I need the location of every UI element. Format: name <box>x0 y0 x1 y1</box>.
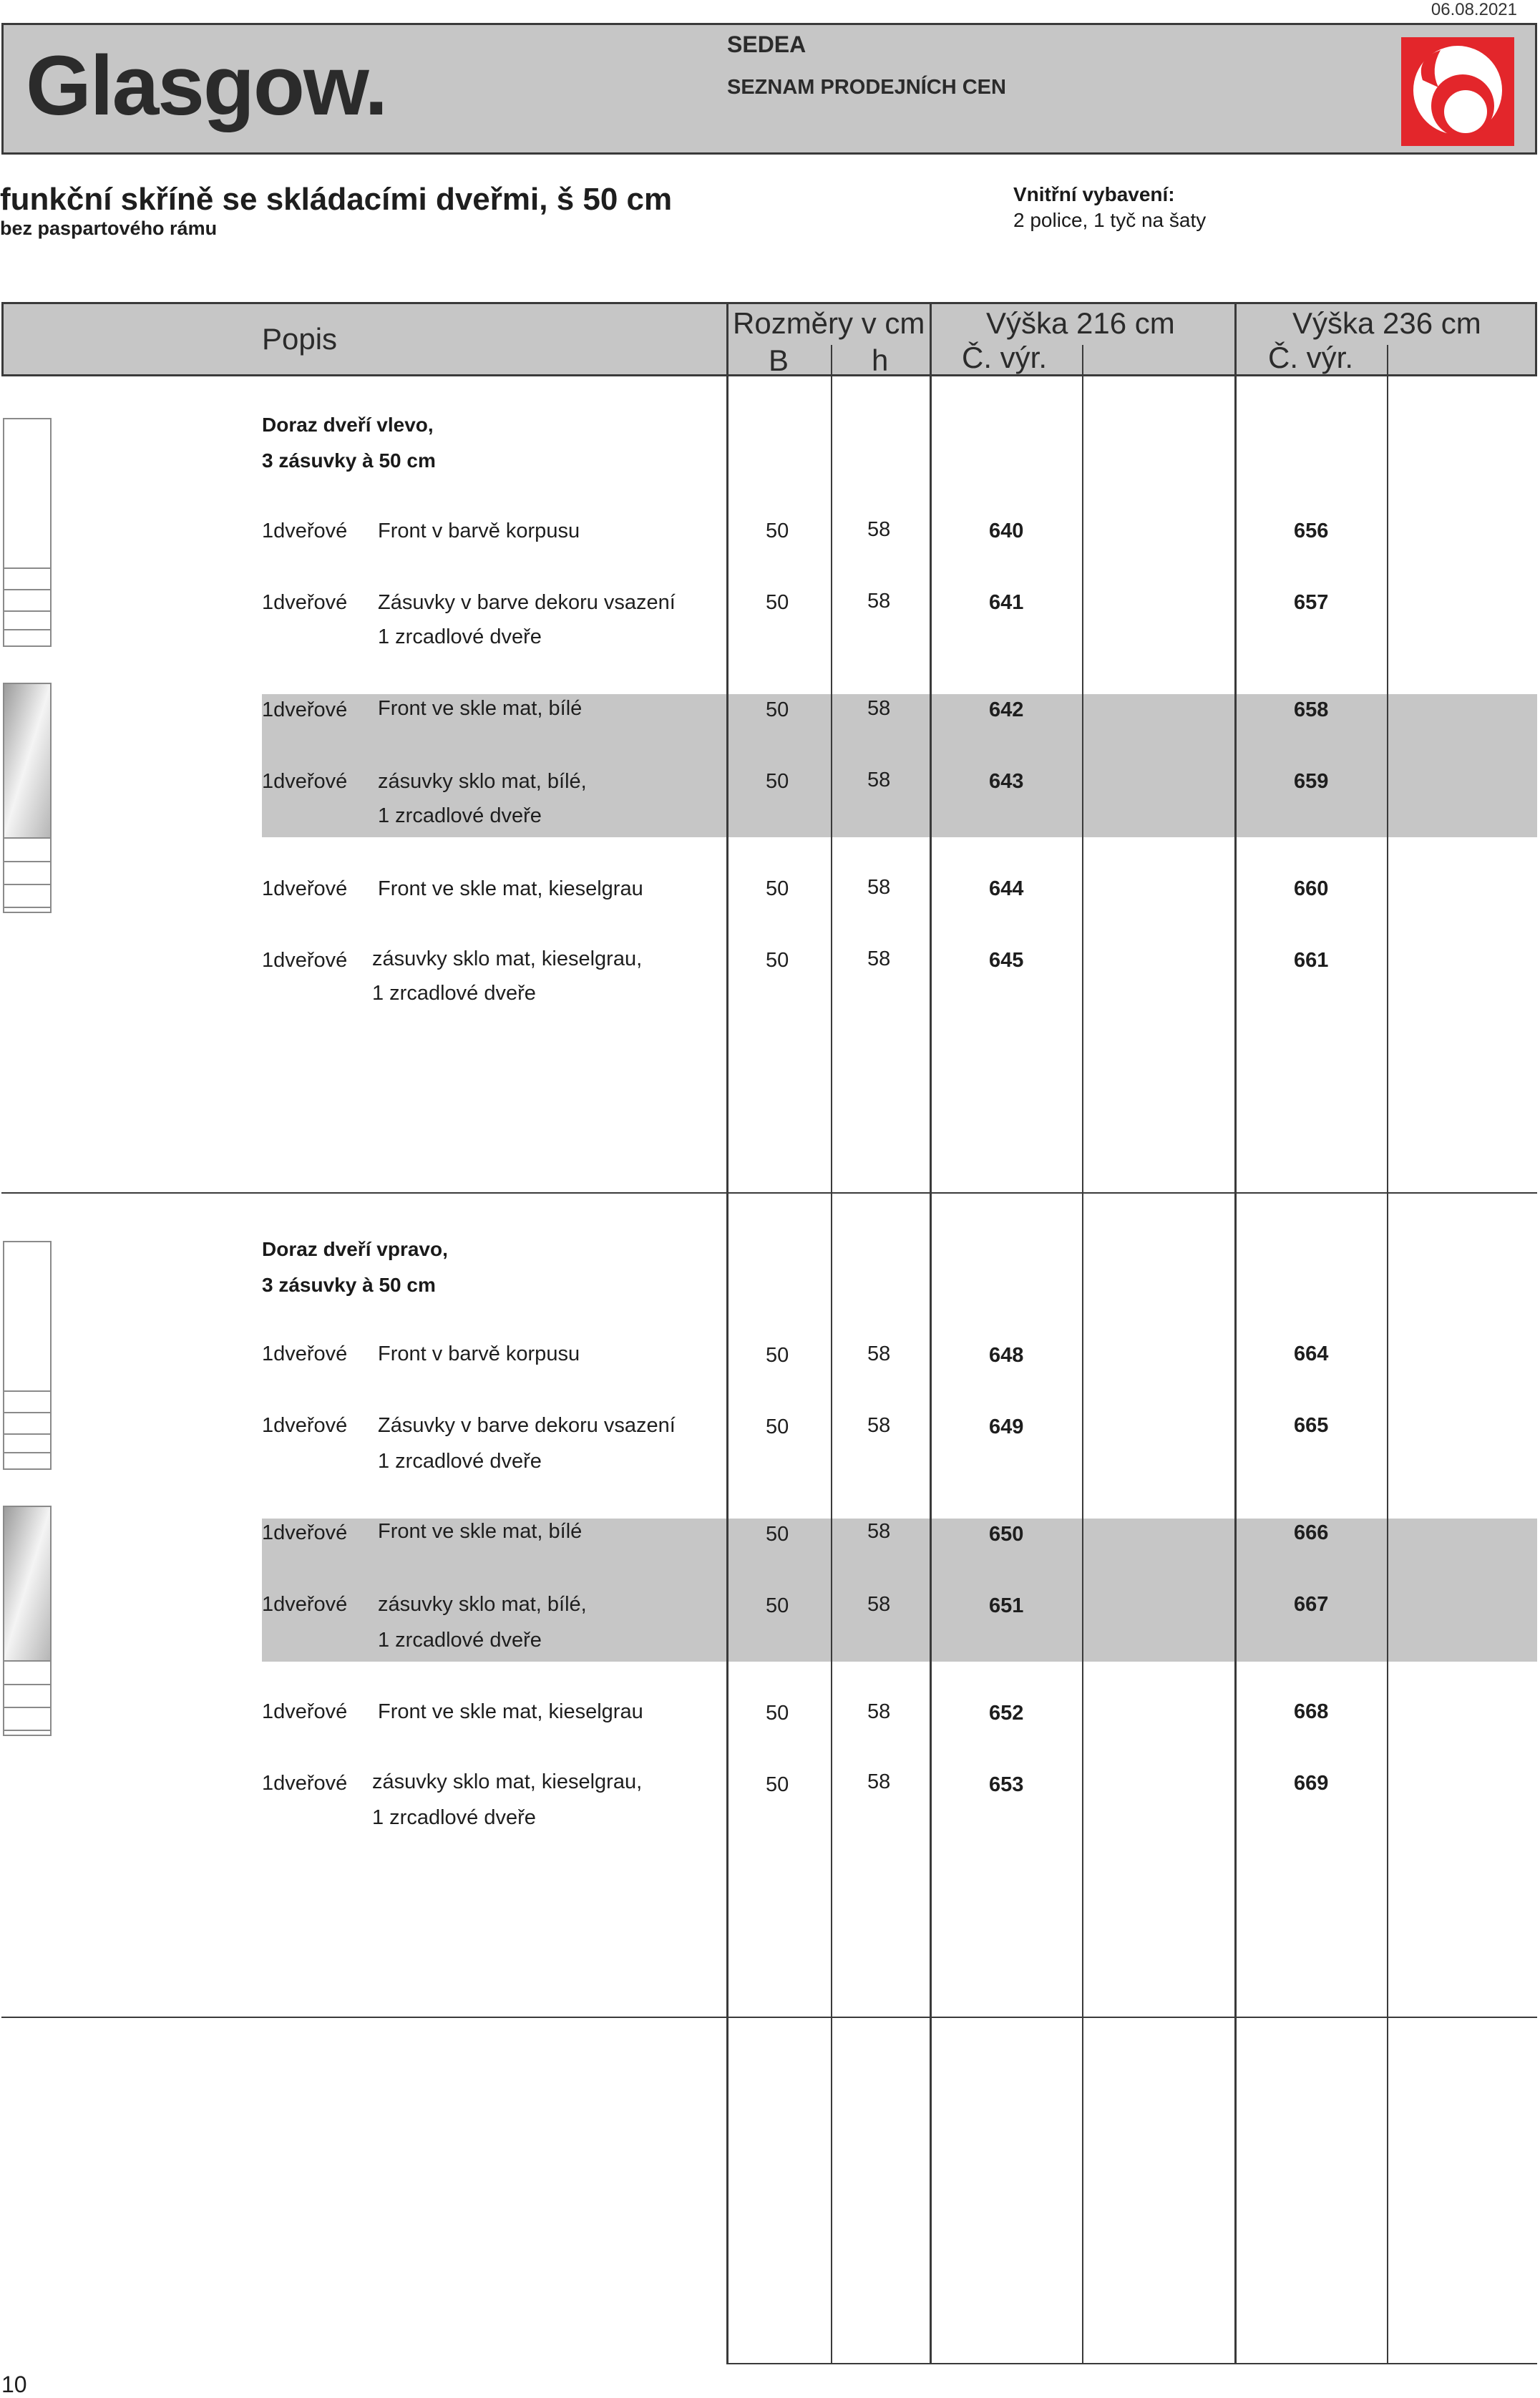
row-article-236: 665 <box>1294 1414 1329 1437</box>
column-b: B <box>769 343 789 377</box>
wardrobe-glass-thumbnail-icon <box>3 683 52 913</box>
row-article-236: 664 <box>1294 1342 1329 1365</box>
row-description: zásuvky sklo mat, bílé, <box>378 1593 587 1616</box>
row-article-236: 668 <box>1294 1700 1329 1723</box>
row-width: 50 <box>766 520 789 542</box>
row-width: 50 <box>766 1523 789 1546</box>
row-type: 1dveřové <box>262 520 348 542</box>
row-description-line2: 1 zrcadlové dveře <box>378 1450 542 1473</box>
product-subtitle: bez paspartového rámu <box>0 218 218 239</box>
row-type: 1dveřové <box>262 698 348 721</box>
row-type: 1dveřové <box>262 1700 348 1723</box>
row-depth: 58 <box>867 1520 891 1543</box>
row-article-236: 660 <box>1294 877 1329 900</box>
row-depth: 58 <box>867 1700 891 1723</box>
row-article-236: 666 <box>1294 1521 1329 1544</box>
row-description-line2: 1 zrcadlové dveře <box>378 1629 542 1652</box>
row-description: Front ve skle mat, bílé <box>378 697 583 720</box>
row-width: 50 <box>766 1415 789 1438</box>
column-cislo-216: Č. výr. <box>962 341 1048 374</box>
row-article-216: 653 <box>989 1773 1024 1796</box>
row-article-216: 644 <box>989 877 1024 900</box>
grid-line <box>726 302 728 2364</box>
row-type: 1dveřové <box>262 1772 348 1795</box>
row-article-236: 657 <box>1294 591 1329 614</box>
grid-line <box>1234 302 1237 2364</box>
section-divider <box>1 2017 1537 2018</box>
column-popis: Popis <box>262 322 338 356</box>
row-article-216: 652 <box>989 1702 1024 1725</box>
row-article-216: 649 <box>989 1415 1024 1438</box>
row-description: Zásuvky v barve dekoru vsazení <box>378 591 676 614</box>
row-type: 1dveřové <box>262 1593 348 1616</box>
row-type: 1dveřové <box>262 591 348 614</box>
row-type: 1dveřové <box>262 1414 348 1437</box>
column-cislo-236: Č. výr. <box>1268 341 1354 374</box>
row-type: 1dveřové <box>262 1342 348 1365</box>
row-depth: 58 <box>867 1414 891 1437</box>
row-article-216: 648 <box>989 1344 1024 1367</box>
row-description-line2: 1 zrcadlové dveře <box>372 982 536 1005</box>
row-description: Front ve skle mat, bílé <box>378 1520 583 1543</box>
row-depth: 58 <box>867 876 891 899</box>
grid-line <box>930 302 932 2364</box>
row-width: 50 <box>766 1344 789 1367</box>
row-description: zásuvky sklo mat, kieselgrau, <box>372 947 643 970</box>
grid-line <box>1387 345 1388 2364</box>
row-article-236: 667 <box>1294 1593 1329 1616</box>
row-article-236: 658 <box>1294 698 1329 721</box>
row-article-236: 656 <box>1294 520 1329 542</box>
row-width: 50 <box>766 770 789 793</box>
wardrobe-glass-thumbnail-icon <box>3 1506 52 1736</box>
company-logo-icon <box>1401 37 1514 146</box>
row-depth: 58 <box>867 1593 891 1616</box>
grid-line <box>831 345 832 2364</box>
interior-value: 2 police, 1 tyč na šaty <box>1013 209 1207 231</box>
row-type: 1dveřové <box>262 877 348 900</box>
group-subtitle: 3 zásuvky à 50 cm <box>262 449 436 472</box>
section-divider <box>1 1192 1537 1194</box>
row-width: 50 <box>766 1773 789 1796</box>
row-article-236: 661 <box>1294 949 1329 972</box>
row-description-line2: 1 zrcadlové dveře <box>372 1806 536 1829</box>
row-article-236: 669 <box>1294 1772 1329 1795</box>
document-date: 06.08.2021 <box>1431 0 1517 19</box>
row-article-216: 651 <box>989 1594 1024 1617</box>
row-type: 1dveřové <box>262 770 348 793</box>
row-depth: 58 <box>867 769 891 791</box>
row-description-line2: 1 zrcadlové dveře <box>378 625 542 648</box>
brand-title: Glasgow. <box>26 39 387 133</box>
grid-line <box>1082 345 1083 2364</box>
row-description: Front v barvě korpusu <box>378 1342 580 1365</box>
row-depth: 58 <box>867 518 891 541</box>
table-bottom-line <box>726 2363 1537 2364</box>
interior-label: Vnitřní vybavení: <box>1013 183 1175 205</box>
group-title: Doraz dveří vlevo, <box>262 414 434 436</box>
row-width: 50 <box>766 877 789 900</box>
row-article-216: 650 <box>989 1523 1024 1546</box>
row-article-216: 642 <box>989 698 1024 721</box>
company-name: SEDEA <box>727 31 806 57</box>
row-width: 50 <box>766 698 789 721</box>
row-depth: 58 <box>867 1770 891 1793</box>
column-vyska-216: Výška 216 cm <box>986 306 1175 340</box>
group-subtitle: 3 zásuvky à 50 cm <box>262 1274 436 1296</box>
row-description-line2: 1 zrcadlové dveře <box>378 804 542 827</box>
row-depth: 58 <box>867 697 891 720</box>
column-vyska-236: Výška 236 cm <box>1292 306 1481 340</box>
product-title: funkční skříně se skládacími dveřmi, š 50 cm <box>0 182 673 217</box>
row-article-216: 640 <box>989 520 1024 542</box>
row-description: zásuvky sklo mat, bílé, <box>378 770 587 793</box>
row-width: 50 <box>766 1594 789 1617</box>
row-article-216: 641 <box>989 591 1024 614</box>
column-h: h <box>872 343 889 377</box>
page-number: 10 <box>1 2372 27 2397</box>
row-description: Front ve skle mat, kieselgrau <box>378 1700 643 1723</box>
row-width: 50 <box>766 1702 789 1725</box>
wardrobe-plain-thumbnail-icon <box>3 1241 52 1470</box>
row-depth: 58 <box>867 1342 891 1365</box>
row-depth: 58 <box>867 947 891 970</box>
group-title: Doraz dveří vpravo, <box>262 1238 448 1260</box>
wardrobe-plain-thumbnail-icon <box>3 418 52 647</box>
row-article-236: 659 <box>1294 770 1329 793</box>
row-type: 1dveřové <box>262 1521 348 1544</box>
row-article-216: 643 <box>989 770 1024 793</box>
row-width: 50 <box>766 949 789 972</box>
row-type: 1dveřové <box>262 949 348 972</box>
row-description: Front ve skle mat, kieselgrau <box>378 877 643 900</box>
row-article-216: 645 <box>989 949 1024 972</box>
row-depth: 58 <box>867 590 891 613</box>
row-width: 50 <box>766 591 789 614</box>
row-description: Front v barvě korpusu <box>378 520 580 542</box>
row-description: Zásuvky v barve dekoru vsazení <box>378 1414 676 1437</box>
column-rozmery: Rozměry v cm <box>733 306 925 340</box>
row-description: zásuvky sklo mat, kieselgrau, <box>372 1770 643 1793</box>
document-type: SEZNAM PRODEJNÍCH CEN <box>727 76 1006 99</box>
